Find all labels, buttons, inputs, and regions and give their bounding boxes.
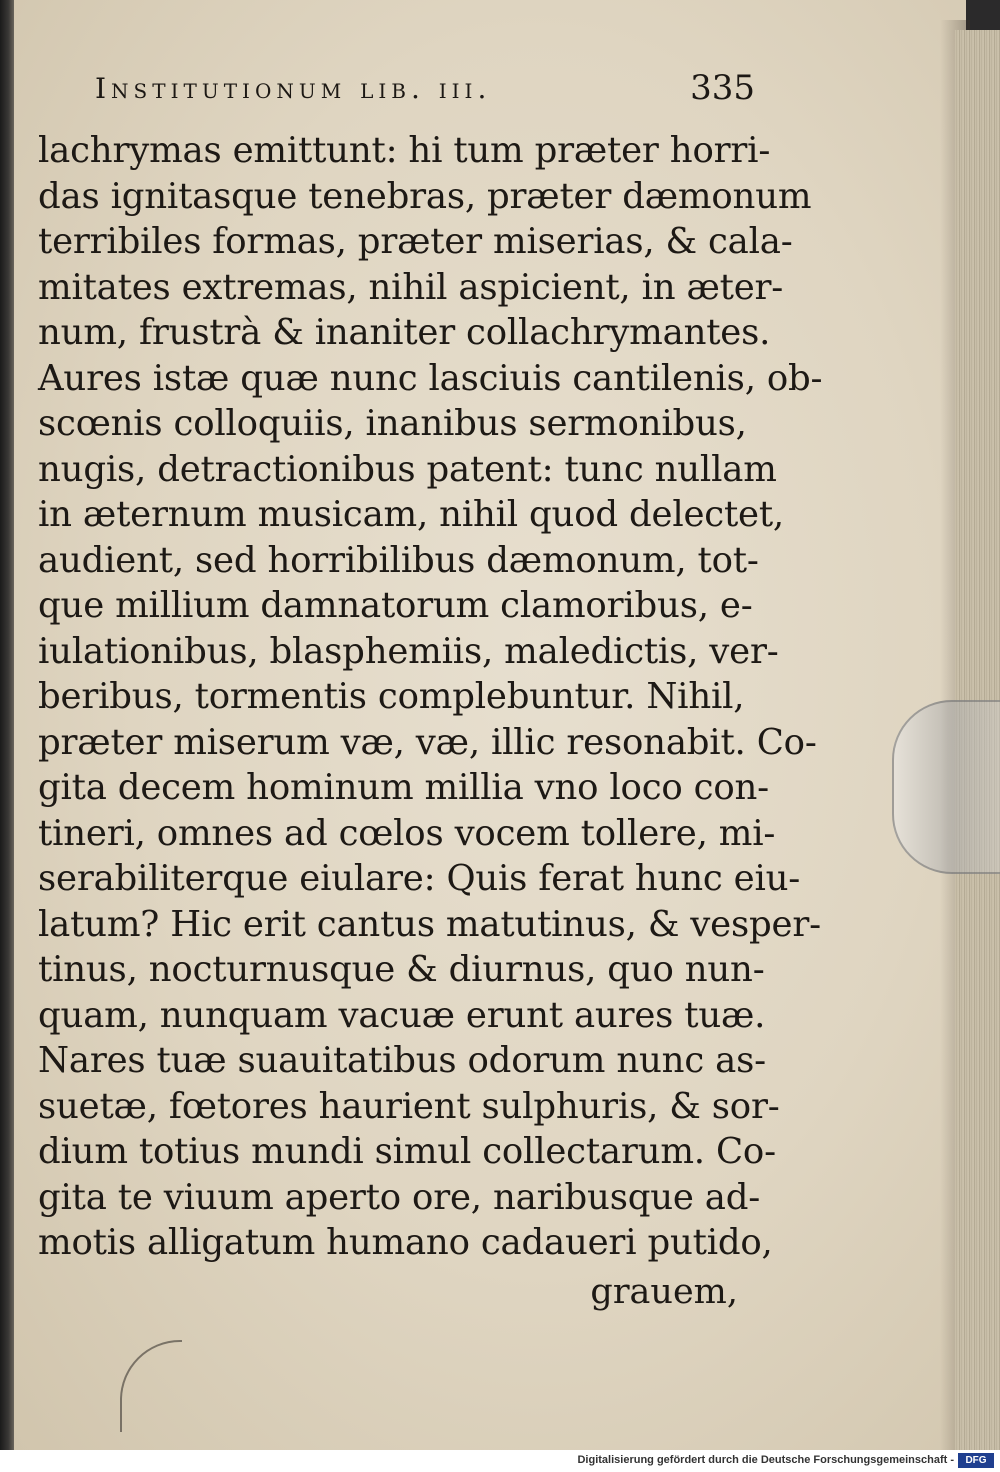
running-title: Institutionum lib. iii. — [95, 72, 492, 105]
text-line: nugis, detractionibus patent: tunc nullam — [38, 448, 777, 490]
text-line: gita decem hominum millia vno loco con- — [38, 767, 769, 808]
text-line: mitates extremas, nihil aspicient, in æter- — [38, 266, 784, 308]
text-line: terribiles formas, præter miserias, & cala- — [38, 221, 793, 262]
text-line: tineri, omnes ad cœlos vocem tollere, mi- — [38, 812, 776, 854]
text-line: Nares tuæ suauitatibus odorum nunc as- — [38, 1040, 766, 1081]
text-line: que millium damnatorum clamoribus, e- — [38, 585, 753, 626]
text-line: iulationibus, blasphemiis, maledictis, ver- — [38, 630, 779, 672]
dfg-logo: DFG — [958, 1453, 994, 1468]
text-line: quam, nunquam vacuæ erunt aures tuæ. — [38, 994, 766, 1036]
text-line: audient, sed horribilibus dæmonum, tot- — [38, 539, 759, 581]
book-spine — [0, 0, 14, 1450]
text-line: dium totius mundi simul collectarum. Co- — [38, 1131, 776, 1172]
book-clip — [892, 700, 1000, 874]
running-header — [95, 68, 755, 120]
text-line: motis alligatum humano cadaueri putido, — [38, 1222, 773, 1263]
text-line: gita te viuum aperto ore, naribusque ad- — [38, 1176, 761, 1218]
page-number: 335 — [690, 68, 755, 108]
text-line: præter miserum væ, væ, illic resonabit. Co- — [38, 721, 817, 763]
text-line: in æternum musicam, nihil quod delectet, — [38, 494, 785, 535]
text-line: num, frustrà & inaniter collachrymantes. — [38, 312, 771, 353]
catchword: grauem, — [590, 1272, 738, 1312]
digitization-footer — [0, 1450, 1000, 1472]
text-line: Aures istæ quæ nunc lasciuis cantilenis, ob- — [38, 357, 823, 399]
body-text — [38, 128, 823, 1266]
text-line: das ignitasque tenebras, præter dæmonum — [38, 175, 812, 217]
text-line: tinus, nocturnusque & diurnus, quo nun- — [38, 949, 765, 990]
text-line: suetæ, fœtores haurient sulphuris, & sor- — [38, 1085, 780, 1127]
text-line: scœnis colloquiis, inanibus sermonibus, — [38, 403, 747, 444]
text-line: lachrymas emittunt: hi tum præter horri- — [38, 130, 771, 171]
text-line: serabiliterque eiulare: Quis ferat hunc eiu- — [38, 858, 801, 899]
text-line: latum? Hic erit cantus matutinus, & vesper- — [38, 903, 821, 945]
funding-credit: Digitalisierung gefördert durch die Deutsche Forschungsgemeinschaft - — [577, 1454, 954, 1466]
text-line: beribus, tormentis complebuntur. Nihil, — [38, 676, 745, 717]
